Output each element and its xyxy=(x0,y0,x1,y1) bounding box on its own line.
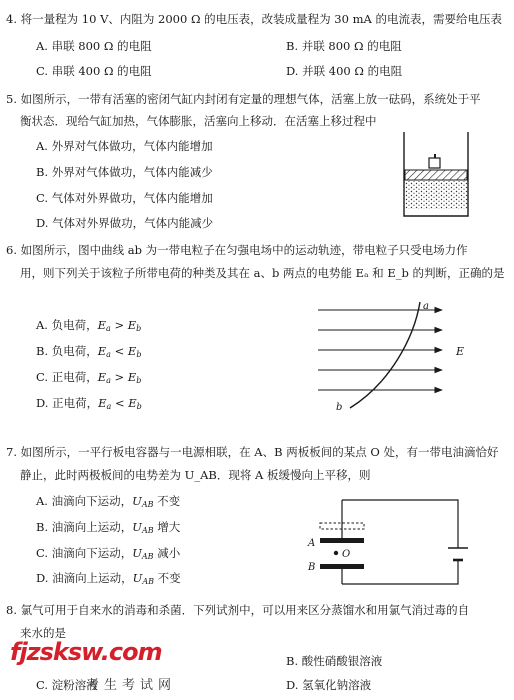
cylinder-figure xyxy=(400,130,472,220)
electric-field-figure xyxy=(310,298,490,416)
q6-option-b: B. 负电荷，$E_a < E_b$ xyxy=(36,344,142,359)
q4-option-c: C. 串联 400 Ω 的电阻 xyxy=(36,64,152,78)
q7-stem-line2: 静止，此时两极板间的电势差为 U_AB．现将 A 板缓慢向上平移，则 xyxy=(20,468,371,482)
q7-option-c: C. 油滴向下运动，$U_{AB}$ 减小 xyxy=(36,546,181,561)
weight-handle xyxy=(434,154,436,158)
q4-option-b: B. 并联 800 Ω 的电阻 xyxy=(286,39,402,53)
q7-option-b: B. 油滴向上运动，$U_{AB}$ 增大 xyxy=(36,520,181,535)
q8-option-b: B. 酸性硝酸银溶液 xyxy=(286,654,383,668)
q5-option-c: C. 气体对外界做功，气体内能增加 xyxy=(36,191,213,205)
q5-stem-line1: 5. 如图所示，一带有活塞的密闭气缸内封闭有定量的理想气体，活塞上放一砝码，系统处于平 xyxy=(6,92,481,106)
oil-drop xyxy=(334,551,338,555)
gas-region xyxy=(405,181,467,209)
q4-option-d: D. 并联 400 Ω 的电阻 xyxy=(286,64,403,78)
plate-b xyxy=(320,564,364,569)
q6-option-c: C. 正电荷，$E_a > E_b$ xyxy=(36,370,142,385)
q4-stem: 4. 将一量程为 10 V、内阻为 2000 Ω 的电压表，改装成量程为 30 mA 的电流表，需要给电压表 xyxy=(6,12,502,26)
q5-stem-line2: 衡状态．现给气缸加热，气体膨胀，活塞向上移动．在活塞上移过程中 xyxy=(20,114,377,128)
plate-a-label: A xyxy=(308,538,316,549)
q6-stem-line2: 用，则下列关于该粒子所带电荷的种类及其在 a、b 两点的电势能 Eₐ 和 E_b 的判断，正确的是 xyxy=(20,266,505,280)
point-a-label: a xyxy=(423,301,429,312)
q7-stem-line1: 7. 如图所示，一平行板电容器与一电源相联，在 A、B 两板板间的某点 O 处，有一带电油滴恰好 xyxy=(6,445,499,459)
trajectory-curve xyxy=(350,302,420,408)
q8-stem-line1: 8. 氯气可用于自来水的消毒和杀菌．下列试剂中，可以用来区分蒸馏水和用氯气消过毒的自 xyxy=(6,603,470,617)
q7-option-d: D. 油滴向上运动，$U_{AB}$ 不变 xyxy=(36,571,181,586)
q4-option-a: A. 串联 800 Ω 的电阻 xyxy=(36,39,152,53)
watermark-name: 考生考试网 xyxy=(86,678,177,693)
point-b-label: b xyxy=(336,402,343,413)
q6-option-a: A. 负电荷，$E_a > E_b$ xyxy=(36,318,142,333)
capacitor-circuit-figure xyxy=(300,492,480,594)
q6-option-d: D. 正电荷，$E_a < E_b$ xyxy=(36,396,142,411)
q5-option-a: A. 外界对气体做功，气体内能增加 xyxy=(36,139,213,153)
piston xyxy=(405,170,467,180)
q5-option-d: D. 气体对外界做功，气体内能减少 xyxy=(36,216,214,230)
weight-block xyxy=(429,158,440,168)
point-o-label: O xyxy=(342,549,351,560)
q8-option-c: C. 淀粉溶液 xyxy=(36,678,98,692)
q8-stem-line2: 来水的是 xyxy=(20,626,66,640)
q7-option-a: A. 油滴向下运动，$U_{AB}$ 不变 xyxy=(36,494,181,509)
q8-option-d: D. 氢氧化钠溶液 xyxy=(286,678,372,692)
q5-option-b: B. 外界对气体做功，气体内能减少 xyxy=(36,165,213,179)
circuit-wire-bottom xyxy=(342,560,458,584)
field-label-e: E xyxy=(456,345,465,358)
watermark-logo: fjzsksw.com xyxy=(10,638,162,666)
plate-b-label: B xyxy=(308,562,316,573)
q6-stem-line1: 6. 如图所示，图中曲线 ab 为一带电粒子在匀强电场中的运动轨迹，带电粒子只受电场力作 xyxy=(6,243,468,257)
plate-a xyxy=(320,538,364,543)
